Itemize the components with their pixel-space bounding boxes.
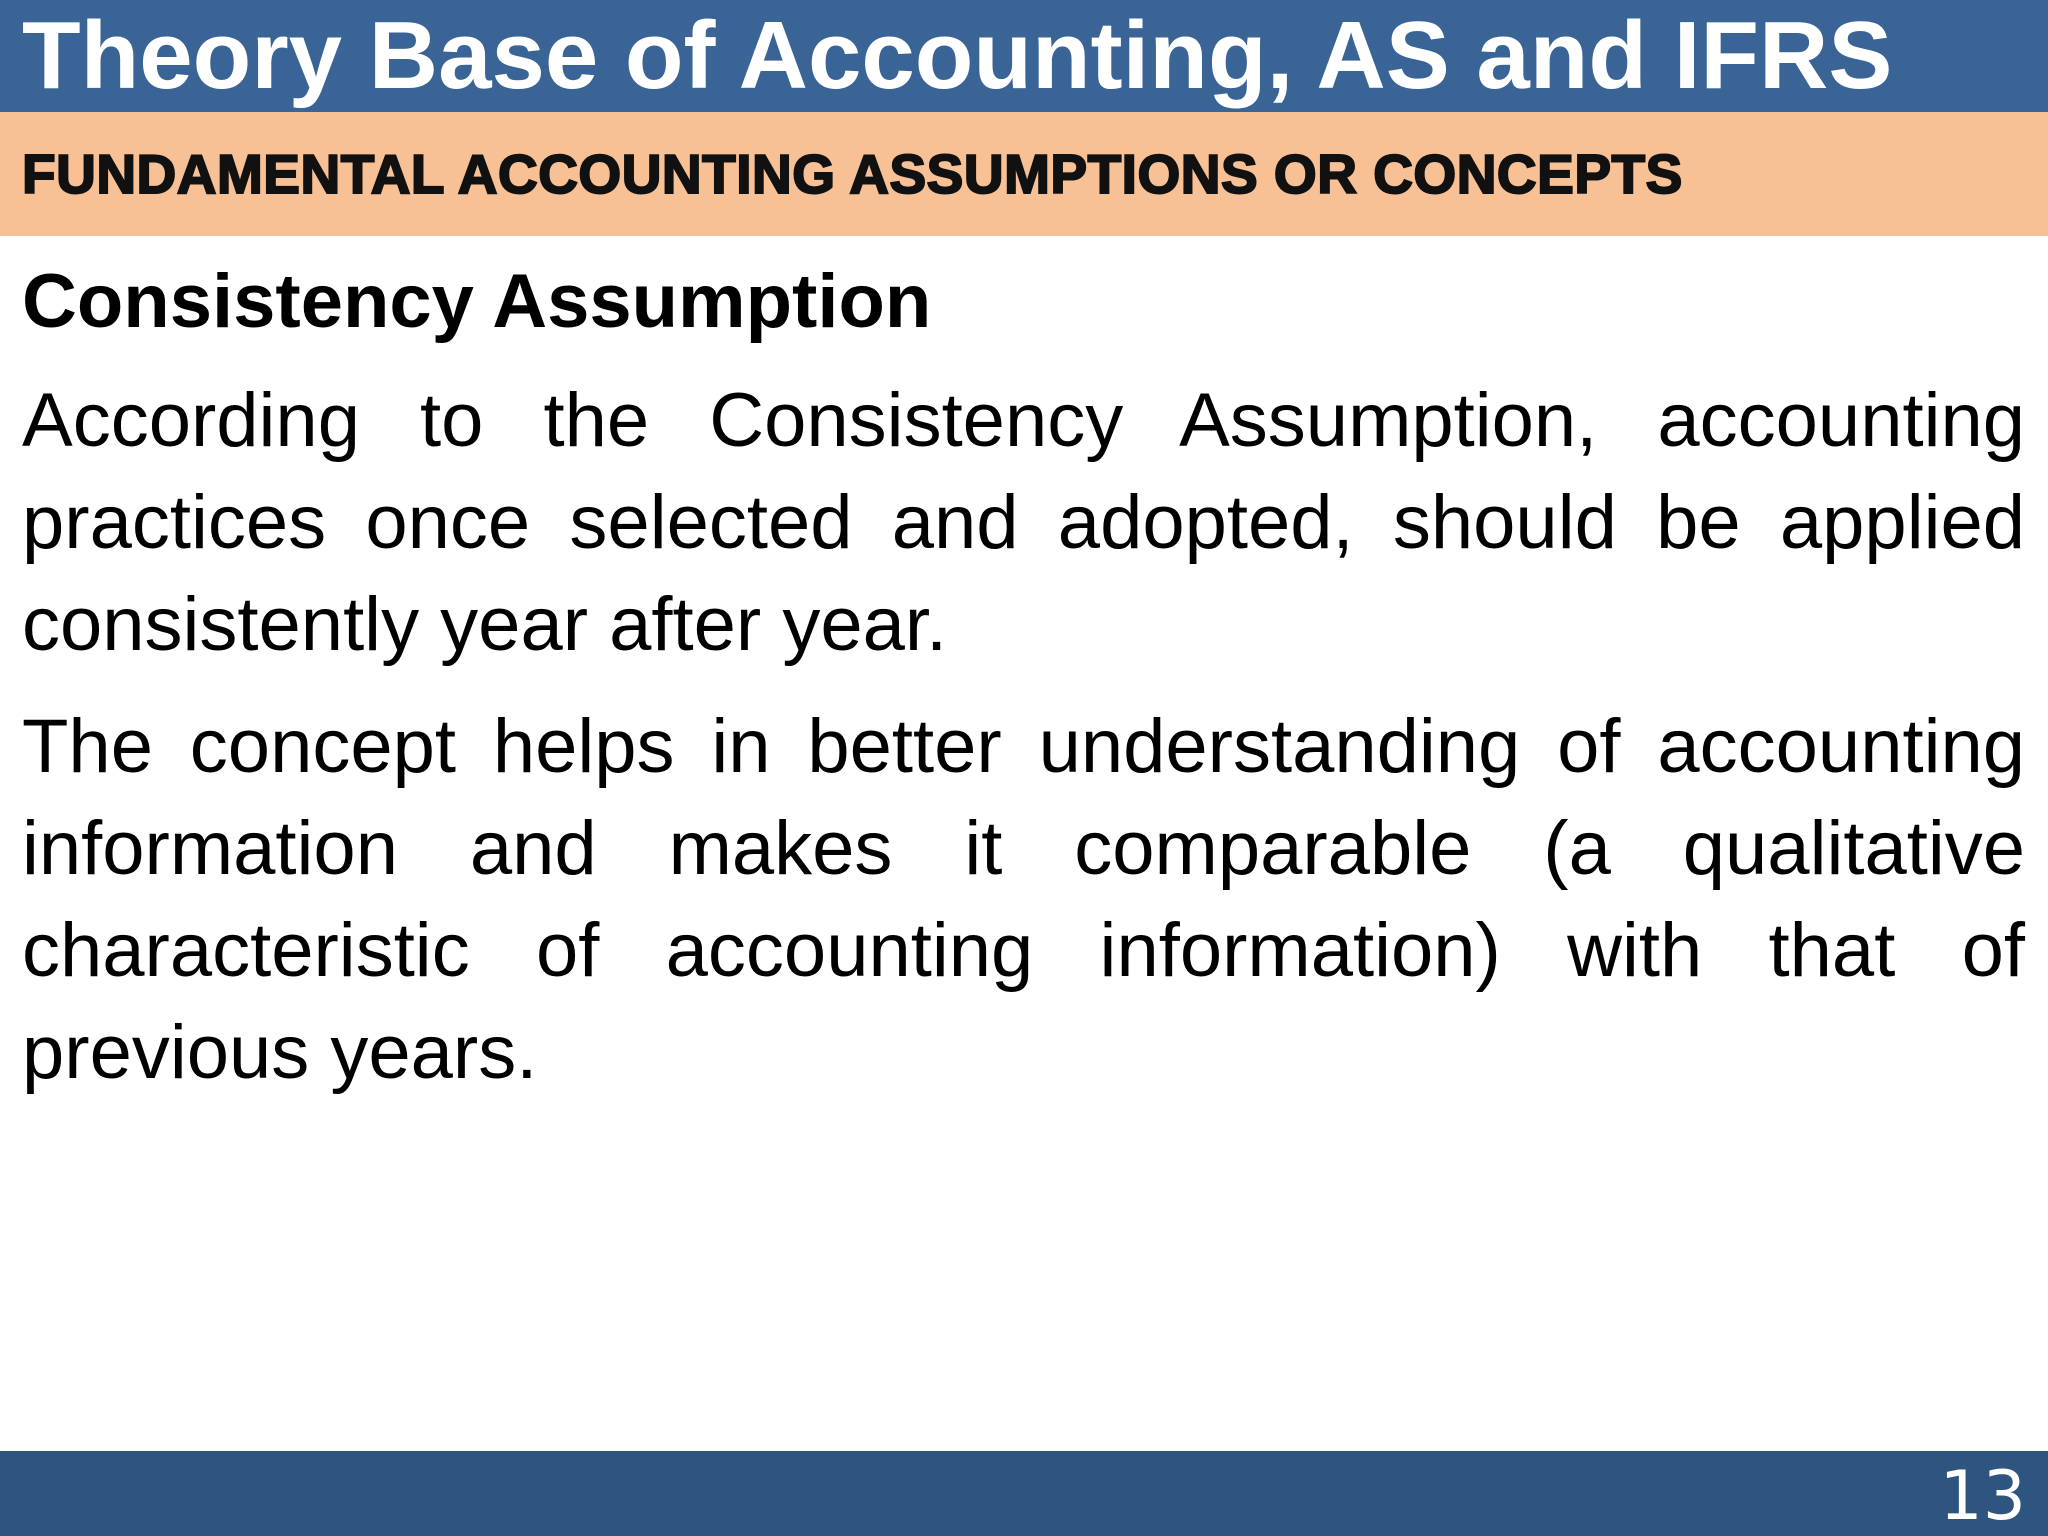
slide-content: [22, 252, 2025, 1104]
page-number: 13: [1939, 1457, 2026, 1536]
subtitle-bar: [0, 112, 2048, 236]
paragraph-definition: According to the Consistency Assumption, accounting practices once selected and adopted, should be applied consistently year after year.: [22, 378, 2025, 667]
slide-title: Theory Base of Accounting, AS and IFRS: [22, 2, 1893, 109]
footer-bar: [0, 1451, 2048, 1536]
paragraph-benefit: The concept helps in better understanding of accounting information and makes it comparable (a qualitative characteristic of accounting information) with that of previous years.: [22, 704, 2025, 1095]
title-bar: [0, 0, 2048, 112]
section-heading: Consistency Assumption: [22, 259, 932, 344]
slide-subtitle: FUNDAMENTAL ACCOUNTING ASSUMPTIONS OR CONCEPTS: [22, 143, 1683, 205]
